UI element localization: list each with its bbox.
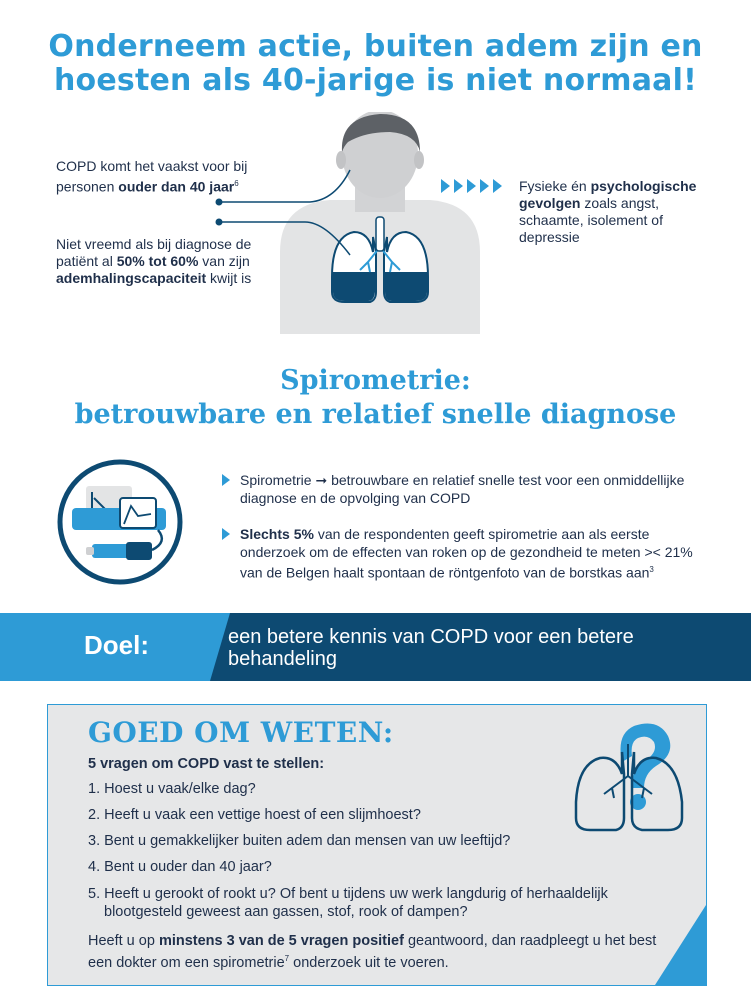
fact-age (56, 158, 266, 196)
spiro-bullet-1-post: betrouwbare en relatief snelle test voor een onmiddellijke diagnose en de opvolging van COPD (240, 472, 685, 506)
spiro-title-line-2: betrouwbare en relatief snelle diagnose (74, 399, 677, 430)
spirometer-icon (56, 458, 184, 586)
question-number: 5. (88, 886, 101, 902)
fact-consequences-post: zoals angst, schaamte, isolement of depressie (519, 195, 663, 245)
fact-age-text: COPD komt het vaakst voor bij personen (56, 158, 248, 195)
conclusion-mid: geantwoord, dan raadpleegt u het best een dokter om een spirometrie (88, 933, 657, 971)
question-text: Hoest u vaak/elke dag? (104, 781, 256, 797)
bullet-triangle-icon (222, 474, 230, 486)
questions-heading: 5 vragen om COPD vast te stellen: (88, 756, 325, 772)
title-line-2: hoesten als 40-jarige is niet normaal! (54, 63, 697, 98)
conclusion-text (88, 932, 658, 972)
question-item (88, 858, 272, 876)
conclusion-footnote: 7 (284, 954, 290, 963)
spiro-bullet-1-text: Spirometrie (240, 472, 316, 488)
spiro-title (0, 364, 751, 432)
question-number: 4. (88, 859, 101, 875)
question-text: Bent u gemakkelijker buiten adem dan mensen van uw leeftijd? (104, 833, 511, 849)
good-to-know-title: GOED OM WETEN: (88, 716, 394, 749)
fact-capacity-post: kwijt is (206, 270, 252, 286)
question-item (88, 885, 668, 921)
spiro-bullet-1 (240, 472, 700, 507)
fact-capacity-percent: 50% tot 60% (116, 253, 199, 269)
spiro-bullet-2-bold: Slechts 5% (240, 526, 314, 542)
spiro-title-line-1: Spirometrie: (280, 365, 471, 396)
question-number: 2. (88, 807, 101, 823)
spiro-bullet-2-footnote: 3 (649, 565, 654, 574)
conclusion-bold: minstens 3 van de 5 vragen positief (158, 933, 404, 949)
conclusion-pre: Heeft u op (88, 933, 159, 949)
question-item (88, 780, 256, 798)
goal-label: Doel: (84, 630, 149, 660)
fact-age-bold: ouder dan 40 jaar (118, 178, 235, 195)
spiro-bullet-1-arrow: ➞ (315, 472, 328, 488)
spiro-bullet-2 (240, 526, 710, 582)
title-line-1: Onderneem actie, buiten adem zijn en (48, 29, 703, 64)
question-item (88, 806, 421, 824)
fact-age-footnote: 6 (234, 179, 239, 188)
question-number: 1. (88, 781, 101, 797)
question-item (88, 832, 510, 850)
question-text: Heeft u vaak een vettige hoest of een slijmhoest? (104, 807, 421, 823)
question-text: Bent u ouder dan 40 jaar? (104, 859, 272, 875)
question-text: Heeft u gerookt of rookt u? Of bent u tijdens uw werk langdurig of herhaaldelijk blootgesteld geweest aan gassen, stof, rook of dampen? (104, 886, 608, 920)
fact-consequences (519, 178, 709, 246)
fact-capacity-text: Niet vreemd als bij diagnose de patiënt al (56, 236, 252, 269)
fact-consequences-text: Fysieke én (519, 178, 591, 194)
goal-text: een betere kennis van COPD voor een betere behandeling (228, 626, 634, 670)
lungs-question-icon (572, 722, 690, 834)
fact-consequences-bold: psychologische gevolgen (519, 178, 697, 211)
main-title (0, 30, 751, 98)
conclusion-post: onderzoek uit te voeren. (289, 954, 449, 971)
chevron-arrows-icon (441, 178, 507, 194)
fact-capacity-mid: van zijn (198, 253, 250, 269)
spiro-bullet-2-text: van de respondenten geeft spirometrie aan als eerste onderzoek om de effecten van roken op de gezondheid te meten >< 21% van de Belgen haalt spontaan de röntgenfoto van de borstkas aan (240, 526, 693, 581)
fact-capacity-bold: ademhalingscapaciteit (56, 270, 207, 286)
fact-capacity (56, 236, 256, 287)
bullet-triangle-icon (222, 528, 230, 540)
question-number: 3. (88, 833, 101, 849)
